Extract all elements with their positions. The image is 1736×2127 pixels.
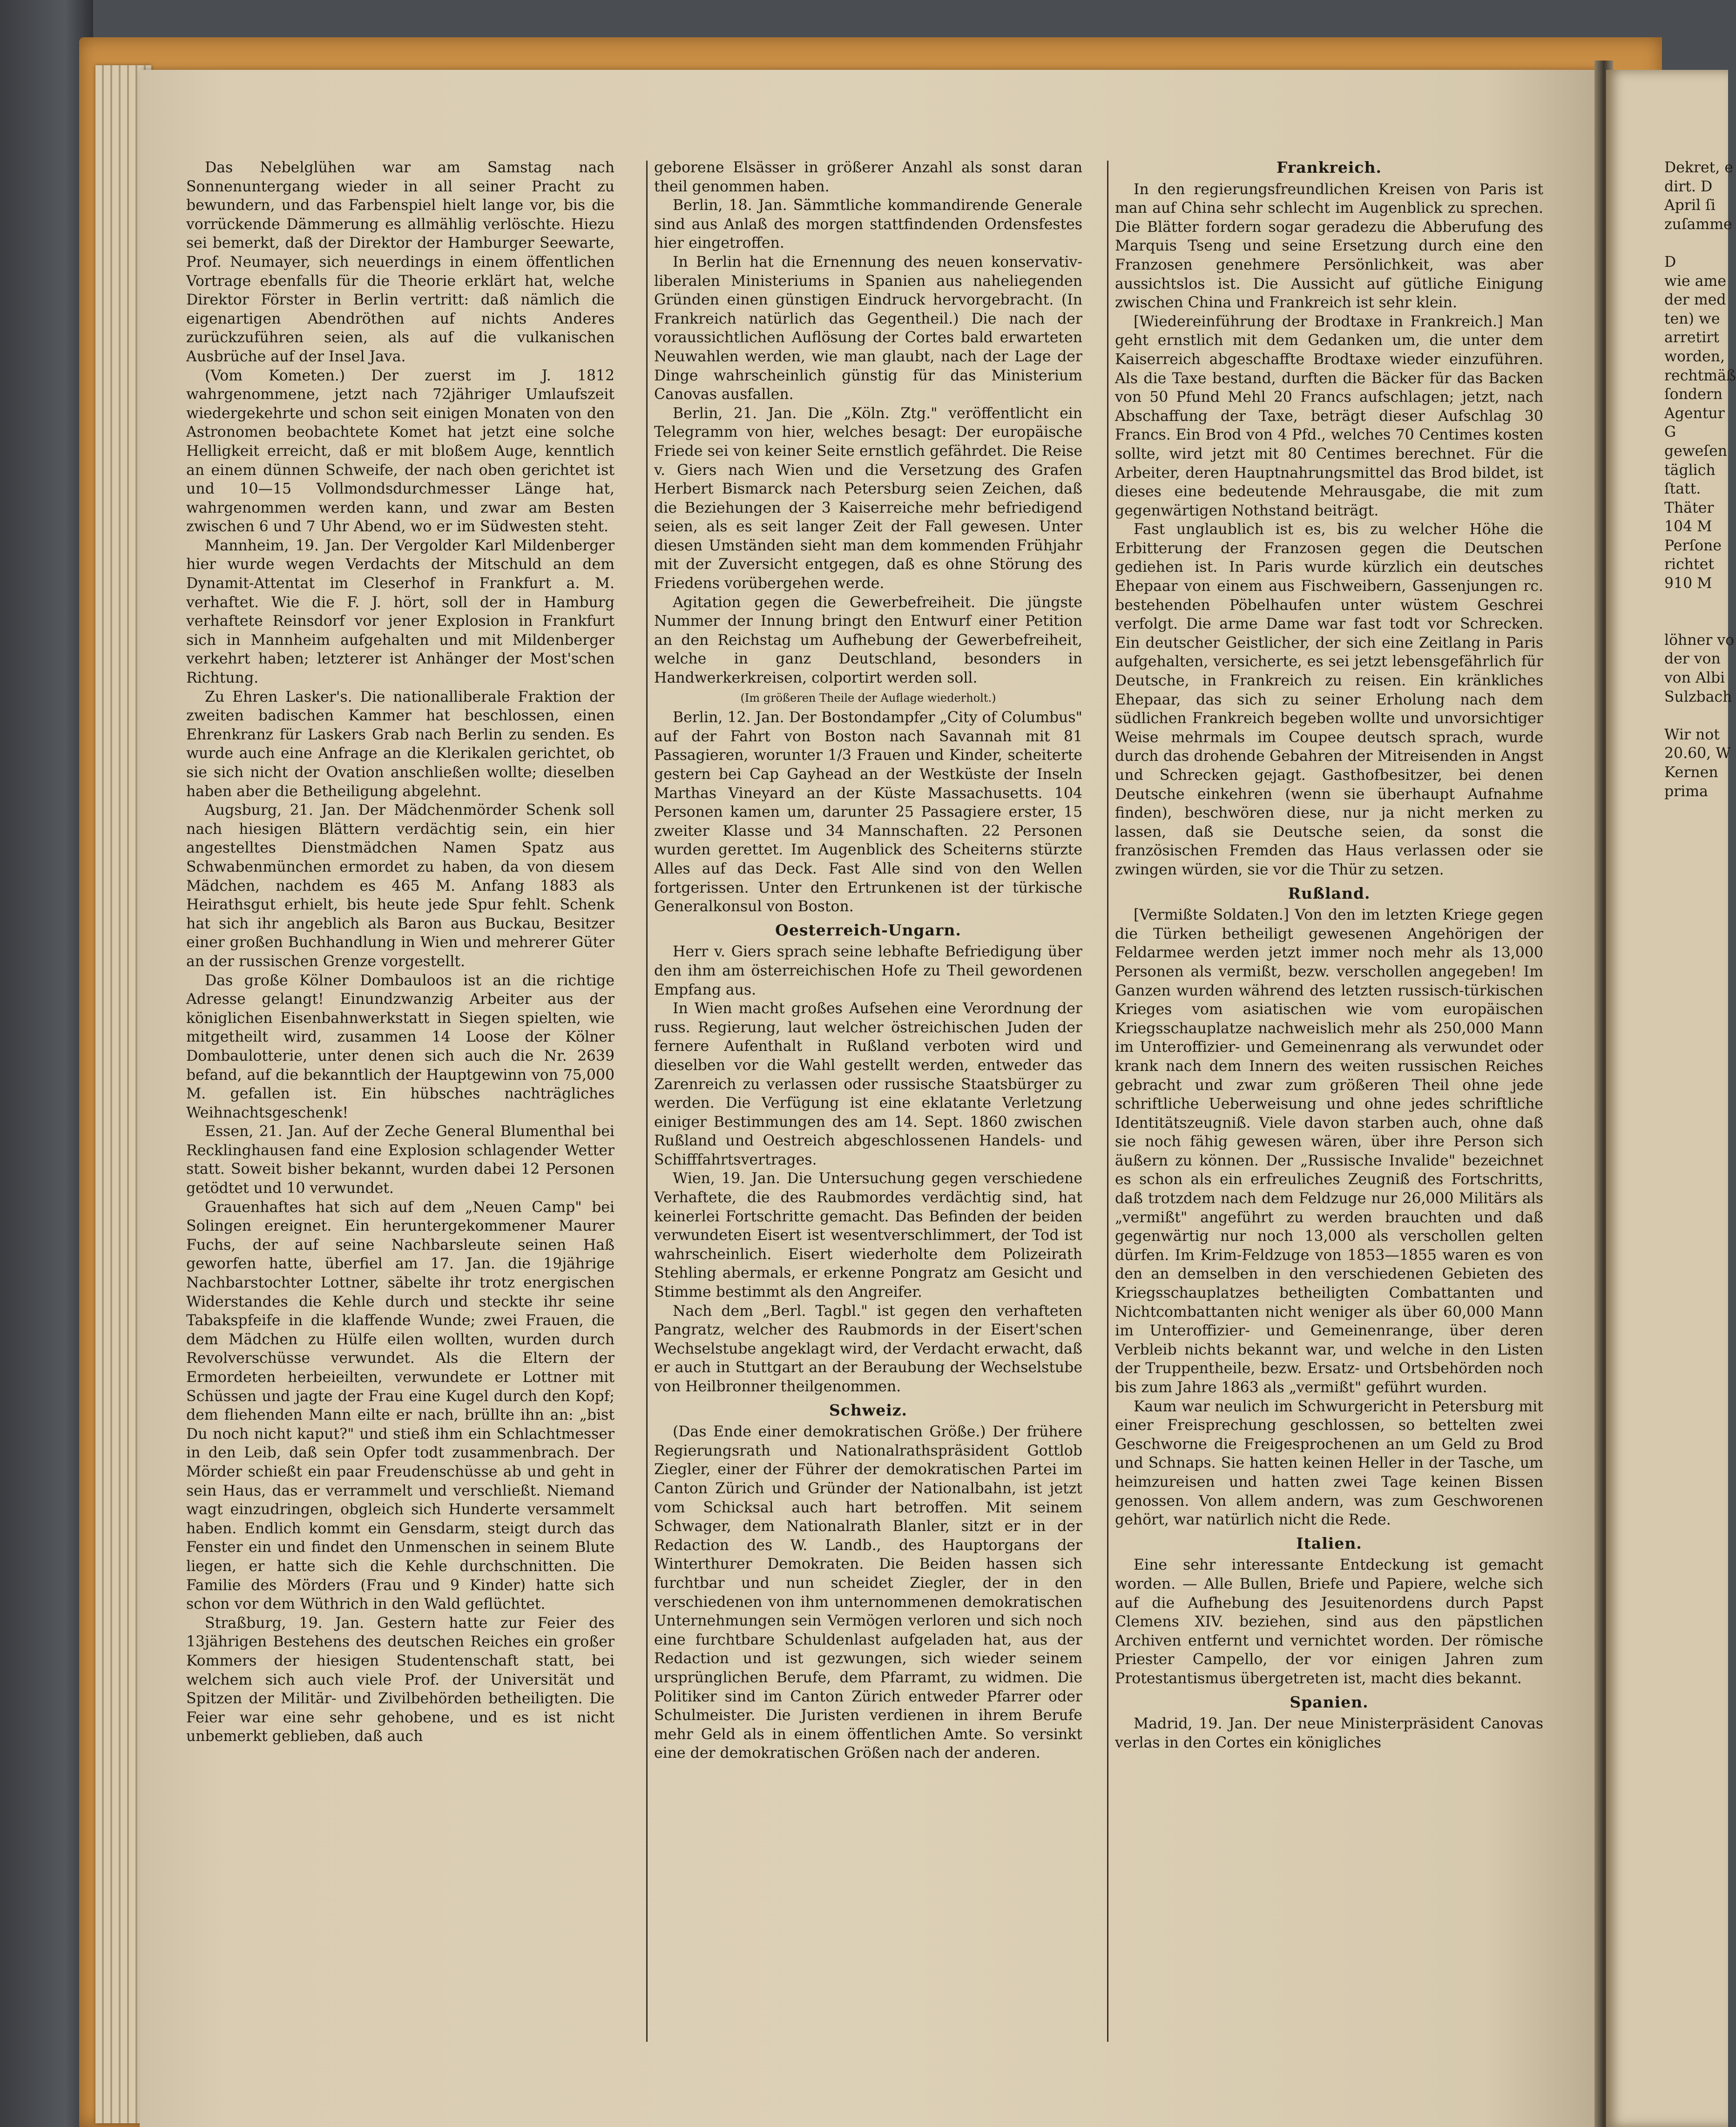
fragment-line: Agentur [1664, 405, 1725, 422]
left-column [186, 158, 615, 2067]
article-paragraph: Zu Ehren Lasker's. Die nationalliberale Fraktion der zweiten badischen Kammer hat beschlossen, einen Ehrenkranz für Laskers Grab nach Berlin zu senden. Es wurde auch eine Anfrage an die Klerikalen gerichtet, ob sie sich nicht der Ovation anschließen wollte; dieselben haben aber die Betheiligung abgelehnt. [186, 688, 615, 800]
fragment-line: Kernen [1664, 764, 1718, 781]
fragment-line: löhner vo [1664, 631, 1735, 649]
article-paragraph: (Vom Kometen.) Der zuerst im J. 1812 wahrgenommene, jetzt nach 72jähriger Umlaufszeit wiedergekehrte und schon seit einigen Monaten von den Astronomen beobachtete Komet hat jetzt eine solche Helligkeit erreicht, daß er mit bloßem Auge, kenntlich an einem dünnen Schweife, der nach oben gerichtet ist und 10—15 Vollmondsdurchmesser Länge hat, wahrgenommen werden kann, und zwar am Besten zwischen 6 und 7 Uhr Abend, wo er im Südwesten steht. [186, 367, 615, 535]
article-paragraph: In Wien macht großes Aufsehen eine Verordnung der russ. Regierung, laut welcher östreichischen Juden der fernere Aufenthalt in Rußland verboten wird und dieselben vor die Wahl gestellt werden, entweder das Zarenreich zu verlassen oder russische Staatsbürger zu werden. Die Verfügung ist eine eklatante Verletzung einiger Bestimmungen des am 14. Sept. 1860 zwischen Rußland und Oestreich abgeschlossenen Handels- und Schifffahrtsvertrages. [654, 1000, 1082, 1168]
fragment-line: D [1664, 253, 1676, 271]
article-paragraph: Das große Kölner Dombauloos ist an die richtige Adresse gelangt! Einundzwanzig Arbeiter aus der königlichen Eisenbahnwerkstatt in Siegen spielten, wie mitgetheilt wird, zusammen 14 Loose der Kölner Dombaulotterie, unter denen sich auch die Nr. 2639 befand, auf die bekanntlich der Hauptgewinn von 75,000 M. gefallen ist. Ein hübsches nachträgliches Weihnachtsgeschenk! [186, 972, 615, 1121]
fragment-line: G [1664, 424, 1676, 441]
fragment-line: rechtmäß [1664, 367, 1736, 384]
fragment-line: 910 M [1664, 575, 1712, 592]
fragment-line: zuſamme [1664, 216, 1732, 233]
article-paragraph: Straßburg, 19. Jan. Gestern hatte zur Feier des 13jährigen Bestehens des deutschen Reiches ein großer Kommers der hiesigen Studentenschaft statt, bei welchem sich auch viele Prof. der Universität und Spitzen der Militär- und Zivilbehörden betheiligten. Die Feier war eine sehr gehobene, und es ist nicht unbemerkt geblieben, daß auch [186, 1614, 615, 1745]
fragment-line: richtet [1664, 556, 1715, 573]
article-paragraph: Essen, 21. Jan. Auf der Zeche General Blumenthal bei Recklinghausen fand eine Explosion schlagender Wetter statt. Soweit bisher bekannt, wurden dabei 12 Personen getödtet und 10 verwundet. [186, 1123, 615, 1197]
column-rule-left [646, 161, 648, 2042]
article-paragraph: Eine sehr interessante Entdeckung ist gemacht worden. — Alle Bullen, Briefe und Papiere, welche sich auf die Aufhebung des Jesuitenordens durch Papst Clemens XIV. beziehen, sind aus den päpstlichen Archiven entfernt und vernichtet worden. Der römische Priester Campello, der vor einigen Jahren zum Protestantismus übergetreten ist, macht dies bekannt. [1115, 1557, 1543, 1687]
article-paragraph: geborene Elsässer in größerer Anzahl als sonst daran theil genommen haben. [654, 159, 1082, 195]
article-paragraph: Augsburg, 21. Jan. Der Mädchenmörder Schenk soll nach hiesigen Blättern verdächtig sein, ein hier angestelltes Dienstmädchen Namen Spatz aus Schwabenmünchen ermordet zu haben, da von diesem Mädchen, nachdem es 465 M. Anfang 1883 als Heirathsgut erhielt, bis heute jede Spur fehlt. Schenk hat sich ihr angeblich als Baron aus Buckau, Besitzer einer großen Buchhandlung in Wien und mehrerer Güter an der russischen Grenze vorgestellt. [186, 802, 615, 970]
right-column [1115, 158, 1543, 2067]
fragment-line: Dekret, e [1664, 159, 1734, 176]
fragment-line: ten) we [1664, 310, 1720, 327]
fragment-line: Perſone [1664, 537, 1722, 554]
article-paragraph: Berlin, 12. Jan. Der Bostondampfer „City of Columbus" auf der Fahrt von Boston nach Savannah mit 81 Passagieren, worunter 1/3 Frauen und Kinder, scheiterte gestern bei Cap Gayhead an der Westküste der Inseln Marthas Vineyard an der Küste Massachusetts. 104 Personen kamen um, darunter 25 Passagiere erster, 15 zweiter Klasse und 34 Mannschaften. 22 Personen wurden gerettet. Im Augenblick des Scheiterns stürzte Alles auf das Deck. Fast Alle sind von den Wellen fortgerissen. Unter den Ertrunkenen ist der türkische Generalkonsul von Boston. [654, 709, 1082, 915]
fragment-line [1664, 706, 1734, 725]
fragment-line: wie ame [1664, 272, 1726, 290]
fragment-line: Sulzbach [1664, 688, 1732, 705]
article-paragraph: Berlin, 18. Jan. Sämmtliche kommandirende Generale sind aus Anlaß des morgen stattfindenden Ordensfestes hier eingetroffen. [654, 197, 1082, 252]
fragment-line: von Albi [1664, 670, 1725, 687]
fragment-line: ſondern [1664, 386, 1723, 403]
article-paragraph: Nach dem „Berl. Tagbl." ist gegen den verhafteten Pangratz, welcher des Raubmords in der Eisert'schen Wechselstube angeklagt wird, der Verdacht erwacht, daß er auch in Stuttgart an der Beraubung der Wechselstube von Heilbronner theilgenommen. [654, 1302, 1082, 1395]
fragment-line [1664, 593, 1734, 612]
article-paragraph: Berlin, 21. Jan. Die „Köln. Ztg." veröffentlicht ein Telegramm von hier, welches besagt: Der europäische Friede sei von keiner Seite ernstlich gefährdet. Die Reise v. Giers nach Wien und die Versetzung des Grafen Herbert Bismarck nach Petersburg seien Zeichen, daß die Beziehungen der 3 Kaiserreiche mehr befriedigend seien, als es seit langer Zeit der Fall gewesen. Unter diesen Umständen sieht man dem kommenden Frühjahr mit der Zuversicht entgegen, daß es ohne Störung des Friedens vorübergehen werde. [654, 405, 1082, 592]
article-paragraph: Das Nebelglühen war am Samstag nach Sonnenuntergang wieder in all seiner Pracht zu bewundern, und das Farbenspiel hielt lange vor, bis die vorrückende Dämmerung es allmählig verlöschte. Hiezu sei bemerkt, daß der Direktor der Hamburger Seewarte, Prof. Neumayer, sich neuerdings in einem öffentlichen Vortrage ebenfalls für die Theorie erklärt hat, welche Direktor Förster in Berlin vertritt: daß nämlich die eigenartigen Abendröthen auf nichts Anderes zurückzuführen seien, als auf die vulkanischen Ausbrüche auf der Insel Java. [186, 159, 615, 365]
section-heading-france: Frankreich. [1277, 158, 1382, 176]
section-heading-austria: Oesterreich-Ungarn. [775, 921, 961, 939]
fragment-line [1664, 612, 1734, 631]
section-heading-switzerland: Schweiz. [829, 1401, 908, 1419]
article-paragraph: Madrid, 19. Jan. Der neue Ministerpräsident Canovas verlas in den Cortes ein königliches [1115, 1715, 1543, 1751]
fragment-line: 20.60, W [1664, 745, 1731, 762]
fragment-line: ſtatt. [1664, 481, 1701, 498]
fragment-line: April ſi [1664, 197, 1716, 214]
fragment-line: prima [1664, 783, 1708, 800]
section-heading-russia: Rußland. [1288, 884, 1371, 902]
next-page-fragment [1664, 158, 1734, 801]
column-rule-right [1107, 161, 1108, 2042]
fragment-line: Wir not [1664, 726, 1720, 743]
article-paragraph: Agitation gegen die Gewerbefreiheit. Die jüngste Nummer der Innung bringt den Entwurf einer Petition an den Reichstag um Aufhebung der Gewerbefreiheit, welche in ganz Deutschland, besonders in Handwerkerkreisen, colportirt werden soll. [654, 594, 1082, 687]
fragment-line: geweſen [1664, 442, 1727, 460]
article-paragraph: (Das Ende einer demokratischen Größe.) Der frühere Regierungsrath und Nationalrathspräsident Gottlob Ziegler, einer der Führer der demokratischen Partei im Canton Zürich und Gründer der Nationalbahn, ist jetzt vom Schicksal auch hart betroffen. Mit seinem Schwager, dem Nationalrath Blanler, sitzt er in der Redaction des W. Landb., des Hauptorgans der Winterthurer Demokraten. Die Beiden hassen sich furchtbar und nun scheidet Ziegler, der in den verschiedenen von ihm unternommenen demokratischen Unternehmungen sein Vermögen verloren und sich noch eine furchtbare Schuldenlast aufgeladen hat, aus der Redaction und ist gezwungen, sich wieder seinem ursprünglichen Berufe, dem Pfarramt, zu widmen. Die Politiker sind im Canton Zürich entweder Pfarrer oder Schulmeister. Die Juristen verdienen in ihrem Berufe mehr Geld als in einem öffentlichen Amte. So versinkt eine der demokratischen Größen nach der anderen. [654, 1423, 1082, 1762]
fragment-line: arretirt [1664, 329, 1719, 346]
edition-note: (Im größeren Theile der Auflage wiederholt.) [740, 691, 996, 704]
section-heading-spain: Spanien. [1290, 1693, 1369, 1711]
article-paragraph: [Vermißte Soldaten.] Von den im letzten Kriege gegen die Türken betheiligt gewesenen Angehörigen der Feldarmee werden jetzt immer noch mehr als 13,000 Personen als vermißt, bezw. verschollen angegeben! Im Ganzen wurden während des letzten russisch-türkischen Krieges vom asiatischen wie vom europäischen Kriegsschauplatze nachweislich mehr als 250,000 Mann im Unteroffizier- und Gemeinenrang als verwundet oder krank nach dem Innern des weiten russischen Reiches gebracht und zwar zum größeren Theil ohne jede schriftliche Ueberweisung und ohne jedes schriftliche Identitätszeugniß. Viele davon starben auch, ohne daß sie noch fähig gewesen wären, über ihre Person sich äußern zu können. Der „Russische Invalide" bezeichnet es schon als ein erfreuliches Zeugniß des Fortschritts, daß trotzdem nach dem Feldzuge nur 26,000 Militärs als „vermißt" angeführt zu werden brauchten und daß gegenwärtig nur noch 13,000 als verschollen gelten dürfen. Im Krim-Feldzuge von 1853—1855 waren es von den an demselben in den verschiedenen Gebieten des Kriegsschauplatzes betheiligten Combattanten und Nichtcombattanten nicht weniger als über 60,000 Mann im Unteroffizier- und Gemeinenrange, über deren Verbleib nichts bekannt war, und welche in den Listen der Truppentheile, bezw. Ersatz- und Ortsbehörden noch bis zum Jahre 1863 als „vermißt" geführt wurden. [1115, 907, 1543, 1396]
article-paragraph: In Berlin hat die Ernennung des neuen konservativ-liberalen Ministeriums in Spanien aus naheliegenden Gründen einen günstigen Eindruck hervorgebracht. (In Frankreich natürlich das Gegentheil.) Die nach der voraussichtlichen Auflösung der Cortes bald erwarteten Neuwahlen werden, wie man glaubt, nach der Lage der Dinge wahrscheinlich günstig für das Ministerium Canovas ausfallen. [654, 253, 1082, 403]
fragment-line: der med [1664, 291, 1726, 309]
article-paragraph: Grauenhaftes hat sich auf dem „Neuen Camp" bei Solingen ereignet. Ein heruntergekommener Maurer Fuchs, der auf seine Nachbarsleute seinen Haß geworfen hatte, überfiel am 17. Jan. die 19jährige Nachbarstochter Lottner, säbelte ihr trotz energischen Widerstandes die Kehle durch und steckte ihr seine Tabakspfeife in die klaffende Wunde; zwei Frauen, die dem Mädchen zu Hülfe eilen wollten, wurden durch Revolverschüsse verwundet. Als die Eltern der Ermordeten herbeieilten, verwundete er Lottner mit Schüssen und jagte der Frau eine Kugel durch den Kopf; dem fliehenden Mann eilte er nach, brüllte ihn an: „bist Du noch nicht kaput?" und stieß ihm ein Schlachtmesser in den Leib, daß sein Opfer todt zusammenbrach. Der Mörder schießt ein paar Freudenschüsse ab und geht in sein Haus, das er verrammelt und verschließt. Niemand wagt einzudringen, obgleich sich Hunderte versammelt haben. Endlich kommt ein Gensdarm, steigt durch das Fenster ein und findet den Unmenschen in seinem Blute liegen, er hatte sich die Kehle durchschnitten. Die Familie des Mörders (Frau und 9 Kinder) hatte sich schon vor dem Wüthrich in den Wald geflüchtet. [186, 1199, 615, 1613]
fragment-line: der von [1664, 650, 1721, 668]
fragment-line: täglich [1664, 461, 1716, 479]
fragment-line: 104 M [1664, 518, 1712, 535]
fragment-line: dirt. D [1664, 178, 1713, 195]
article-paragraph: Kaum war neulich im Schwurgericht in Petersburg mit einer Freisprechung geschlossen, so bettelten zwei Geschworne die Freigesprochenen an um Geld zu Brod und Schnaps. Sie hatten keinen Heller in der Tasche, um heimzureisen und hatten zwei Tage keinen Bissen genossen. Von allem andern, was zum Geschworenen gehört, war natürlich nicht die Rede. [1115, 1398, 1543, 1529]
article-paragraph: In den regierungsfreundlichen Kreisen von Paris ist man auf China sehr schlecht im Augenblick zu sprechen. Die Blätter fordern sogar geradezu die Abberufung des Marquis Tseng und seine Ersetzung durch eine den Franzosen genehmere Persönlichkeit, was aber aussichtslos ist. Die Aussicht auf gütliche Einigung zwischen China und Frankreich ist sehr klein. [1115, 181, 1543, 312]
fragment-line [1664, 234, 1734, 253]
fragment-line: worden, [1664, 348, 1725, 365]
article-paragraph: Wien, 19. Jan. Die Untersuchung gegen verschiedene Verhaftete, die des Raubmordes verdächtig sind, hat keinerlei Fortschritte gemacht. Das Befinden der beiden verwundeten Eisert ist wesentverschlimmert, der Tod ist wahrscheinlich. Eisert wiederholte dem Polizeirath Stehling abermals, er erkenne Pongratz am Gesicht und Stimme bestimmt als den Angreifer. [654, 1170, 1082, 1301]
article-paragraph: Herr v. Giers sprach seine lebhafte Befriedigung über den ihm am österreichischen Hofe zu Theil gewordenen Empfang aus. [654, 943, 1082, 998]
article-paragraph: [Wiedereinführung der Brodtaxe in Frankreich.] Man geht ernstlich mit dem Gedanken um, die unter dem Kaiserreich abgeschaffte Brodtaxe wieder einzuführen. Als die Taxe bestand, durften die Bäcker für das Backen von 50 Pfund Mehl 20 Francs aufschlagen; jetzt, nach Abschaffung der Taxe, beträgt dieser Aufschlag 30 Francs. Ein Brod von 4 Pfd., welches 70 Centimes kosten sollte, wird jetzt mit 80 Centimes berechnet. Für die Arbeiter, deren Hauptnahrungsmittel das Brod bildet, ist dieses eine bedeutende Mehrausgabe, die mit zum gegenwärtigen Nothstand beiträgt. [1115, 313, 1543, 519]
article-paragraph: Mannheim, 19. Jan. Der Vergolder Karl Mildenberger hier wurde wegen Verdachts der Mitschuld an dem Dynamit-Attentat im Cleserhof in Frankfurt a. M. verhaftet. Wie die F. J. hört, soll der in Hamburg verhaftete Reinsdorf vor jener Explosion in Frankfurt sich in Mannheim aufgehalten und mit Mildenberger verkehrt haben; letzterer ist Anhänger der Most'schen Richtung. [186, 537, 615, 687]
section-heading-italy: Italien. [1296, 1534, 1362, 1552]
fragment-line: Thäter [1664, 499, 1714, 516]
article-paragraph: Fast unglaublich ist es, bis zu welcher Höhe die Erbitterung der Franzosen gegen die Deutschen gediehen ist. In Paris wurde kürzlich ein deutsches Ehepaar von einem aus Fischweibern, Gassenjungen rc. bestehenden Pöbelhaufen unter wüstem Geschrei verfolgt. Die arme Dame war fast todt vor Schrecken. Ein deutscher Geistlicher, der sich eine Zeitlang in Paris aufgehalten, versicherte, es sei jetzt lebensgefährlich für Deutsche, in Frankreich zu reisen. Ein kränkliches Ehepaar, das sich zu seiner Erholung nach dem südlichen Frankreich begeben wollte und unvorsichtiger Weise mehrmals im Coupee deutsch sprach, wurde durch das drohende Gebahren der Mitreisenden in Angst und Schrecken gejagt. Gasthofbesitzer, bei denen Deutsche einkehren (wenn sie überhaupt Aufnahme finden), beschwören diese, nur ja nicht merken zu lassen, daß sie Deutsche seien, da sonst die französischen Fremden das Haus verlassen oder sie zwingen würden, sie vor die Thür zu setzen. [1115, 521, 1543, 878]
middle-column [654, 158, 1082, 2067]
